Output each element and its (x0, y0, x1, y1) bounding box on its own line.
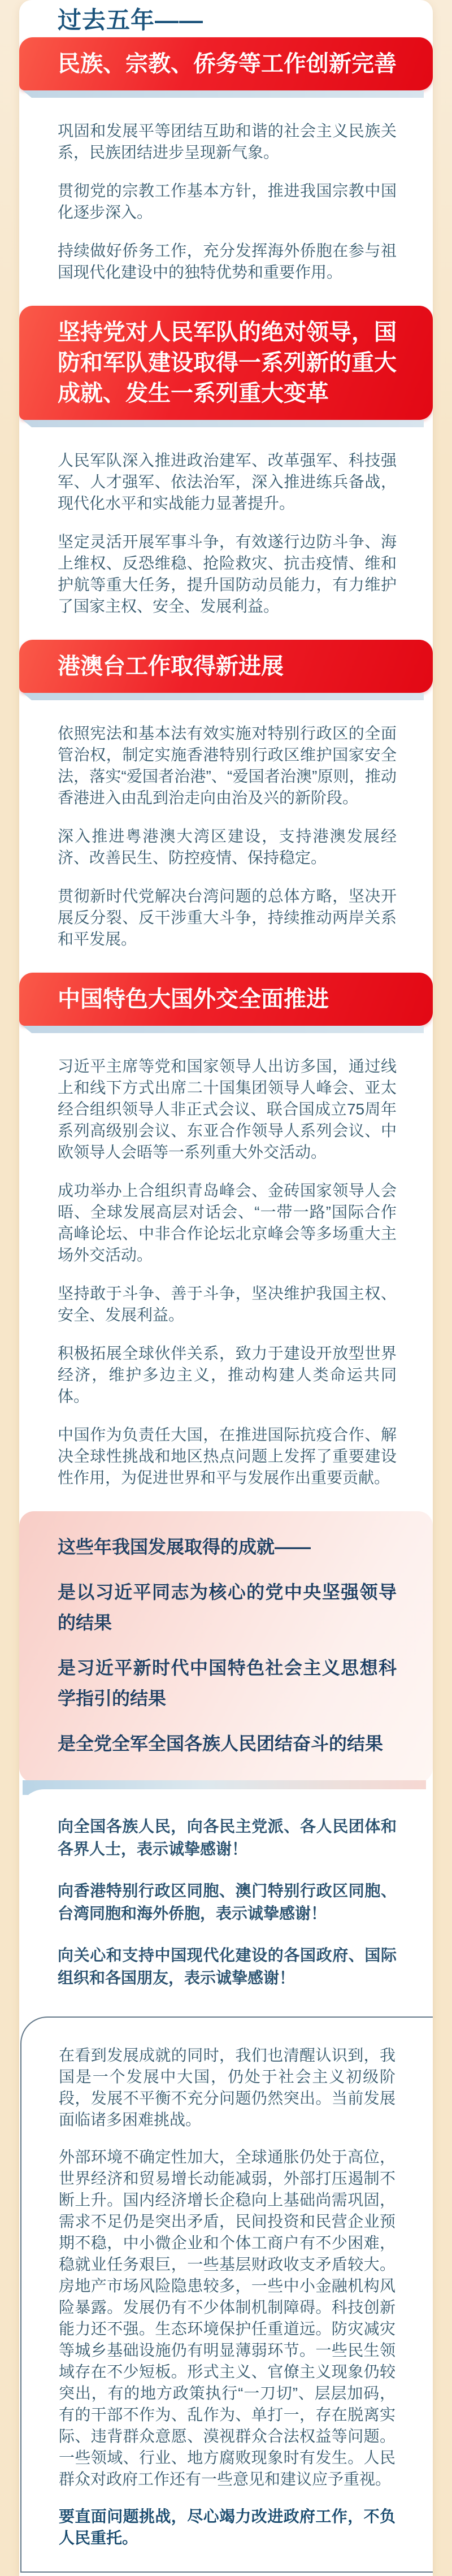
banner-ribbon-shadow (23, 1026, 424, 1033)
body-paragraph: 在看到发展成就的同时，我们也清醒认识到，我国是一个发展中大国，仍处于社会主义初级阶段，发展不平衡不充分问题仍然突出。当前发展面临诸多困难挑战。 (59, 2046, 395, 2128)
achievements-heading: 这些年我国发展取得的成就—— (58, 1537, 311, 1557)
content-card (19, 0, 433, 2576)
body-paragraph: 依照宪法和基本法有效实施对特别行政区的全面管治权，制定实施香港特别行政区维护国家安全法，落实“爱国者治港”、“爱国者治澳”原则，推动香港进入由乱到治走向由治及兴的新阶段。 (58, 725, 397, 806)
section-banner (19, 973, 433, 1026)
body-paragraph: 贯彻新时代党解决台湾问题的总体方略，坚决开展反分裂、反干涉重大斗争，持续推动两岸关系和平发展。 (58, 887, 397, 948)
body-paragraph: 坚持敢于斗争、善于斗争，坚决维护我国主权、安全、发展利益。 (58, 1285, 397, 1324)
challenges-box (20, 2016, 433, 2573)
body-paragraph: 持续做好侨务工作，充分发挥海外侨胞在参与祖国现代化建设中的独特优势和重要作用。 (58, 242, 397, 281)
section-body (19, 700, 433, 973)
thanks-item: 向香港特别行政区同胞、澳门特别行政区同胞、台湾同胞和海外侨胞，表示诚挚感谢！ (58, 1882, 397, 1922)
section-body (19, 98, 433, 306)
section-banner-label: 民族、宗教、侨务等工作创新完善 (58, 51, 397, 76)
body-paragraph: 积极拓展全球伙伴关系，致力于建设开放型世界经济，维护多边主义，推动构建人类命运共同体。 (58, 1345, 397, 1405)
body-paragraph: 外部环境不确定性加大，全球通胀仍处于高位，世界经济和贸易增长动能减弱，外部打压遏制不断上升。国内经济增长企稳向上基础尚需巩固，需求不足仍是突出矛盾，民间投资和民营企业预期不稳，中小微企业和个体工商户有不少困难，稳就业任务艰巨，一些基层财政收支矛盾较大。房地产市场风险隐患较多，一些中小金融机构风险暴露。发展仍有不少体制机制障碍。科技创新能力还不强。生态环境保护任重道远。防灾减灾等城乡基础设施仍有明显薄弱环节。一些民生领域存在不少短板。形式主义、官僚主义现象仍较突出，有的地方政策执行“一刀切”、层层加码，有的干部不作为、乱作为、单打一，存在脱离实际、违背群众意愿、漠视群众合法权益等问题。一些领域、行业、地方腐败现象时有发生。人民群众对政府工作还有一些意见和建议应予重视。 (59, 2148, 395, 2488)
body-paragraph: 巩固和发展平等团结互助和谐的社会主义民族关系，民族团结进步呈现新气象。 (58, 122, 397, 161)
body-paragraph: 贯彻党的宗教工作基本方针，推进我国宗教中国化逐步深入。 (58, 182, 397, 221)
banner-ribbon-shadow (23, 693, 424, 700)
achievements-box (19, 1511, 433, 1783)
section-body (19, 427, 433, 640)
section-body (19, 1033, 433, 1511)
body-paragraph: 成功举办上合组织青岛峰会、金砖国家领导人会晤、全球发展高层对话会、“一带一路”国际合作高峰论坛、中非合作论坛北京峰会等多场重大主场外交活动。 (58, 1182, 397, 1264)
challenges-emphasis: 要直面问题挑战，尽心竭力改进政府工作，不负人民重托。 (59, 2508, 395, 2547)
section-banner-label: 坚持党对人民军队的绝对领导，国防和军队建设取得一系列新的重大成就、发生一系列重大变革 (58, 320, 397, 406)
body-paragraph: 中国作为负责任大国，在推进国际抗疫合作、解决全球性挑战和地区热点问题上发挥了重要建设性作用，为促进世界和平与发展作出重要贡献。 (58, 1426, 397, 1486)
body-paragraph: 人民军队深入推进政治建军、改革强军、科技强军、人才强军、依法治军，深入推进练兵备战，现代化水平和实战能力显著提升。 (58, 452, 397, 512)
achievement-item: 是全党全军全国各族人民团结奋斗的结果 (58, 1733, 384, 1754)
thanks-item: 向全国各族人民，向各民主党派、各人民团体和各界人士，表示诚挚感谢！ (58, 1818, 397, 1858)
section-banner (19, 37, 433, 90)
section-banner (19, 640, 433, 693)
section-banner-label: 中国特色大国外交全面推进 (58, 987, 329, 1012)
body-paragraph: 习近平主席等党和国家领导人出访多国，通过线上和线下方式出席二十国集团领导人峰会、亚太经合组织领导人非正式会议、联合国成立75周年系列高级别会议、东亚合作领导人系列会议、中欧领导人会晤等一系列重大外交活动。 (58, 1057, 397, 1161)
section-ethnic-religious-overseas (19, 37, 433, 306)
body-paragraph: 深入推进粤港澳大湾区建设，支持港澳发展经济、改善民生、防控疫情、保持稳定。 (58, 827, 397, 866)
banner-ribbon-shadow (23, 420, 424, 427)
section-banner-label: 港澳台工作取得新进展 (58, 654, 284, 679)
section-diplomacy (19, 973, 433, 1511)
achievement-item: 是习近平新时代中国特色社会主义思想科学指引的结果 (58, 1658, 397, 1708)
section-hk-macao-taiwan (19, 640, 433, 973)
banner-ribbon-shadow (23, 90, 424, 98)
thanks-panel (19, 1789, 433, 2016)
body-paragraph: 坚定灵活开展军事斗争，有效遂行边防斗争、海上维权、反恐维稳、抢险救灾、抗击疫情、维和护航等重大任务，提升国防动员能力，有力维护了国家主权、安全、发展利益。 (58, 533, 397, 615)
section-military (19, 306, 433, 640)
page-title: 过去五年—— (58, 7, 204, 33)
section-banner (19, 306, 433, 420)
thanks-item: 向关心和支持中国现代化建设的各国政府、国际组织和各国朋友，表示诚挚感谢！ (58, 1946, 397, 1987)
achievement-item: 是以习近平同志为核心的党中央坚强领导的结果 (58, 1582, 397, 1633)
